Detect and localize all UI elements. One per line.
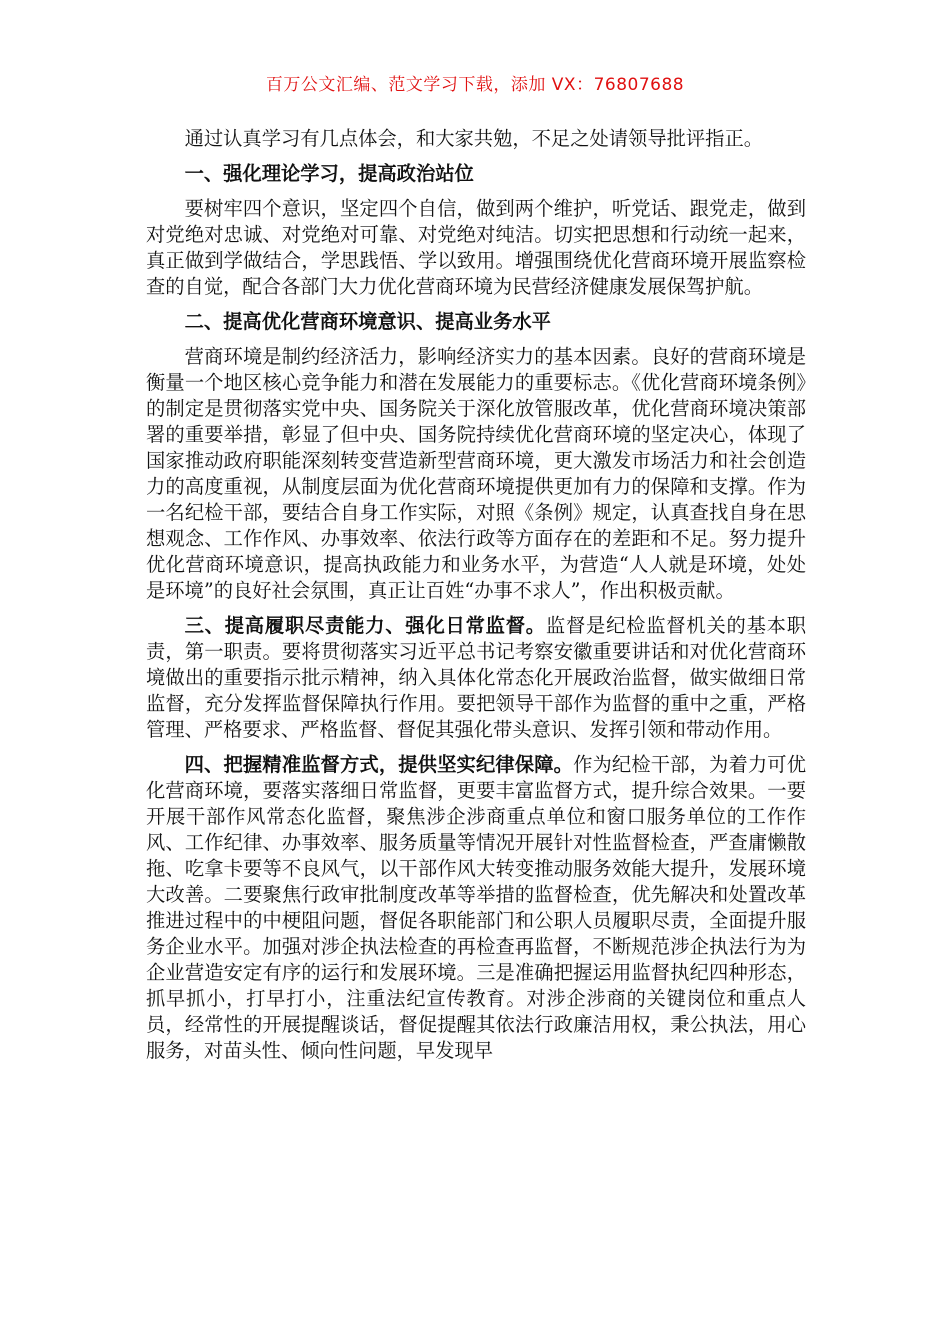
section-paragraph-4 [146, 752, 806, 1064]
section-heading-4: 四、把握精准监督方式，提供坚实纪律保障。 [184, 753, 574, 776]
document-body [146, 126, 806, 1073]
section-heading-2: 二、提高优化营商环境意识、提高业务水平 [184, 310, 551, 333]
section-paragraph-4-body: 作为纪检干部，为着力可优化营商环境，要落实落细日常监督，更要丰富监督方式，提升综合效果。一要开展干部作风常态化监督，聚焦涉企涉商重点单位和窗口服务单位的工作作风、工作纪律、办事效率、服务质量等情况开展针对性监督检查，严查庸懒散拖、吃拿卡要等不良风气，以干部作风大转变推动服务效能大提升，发展环境大改善。二要聚焦行政审批制度改革等举措的监督检查，优先解决和处置改革推进过程中的中梗阻问题，督促各职能部门和公职人员履职尽责，全面提升服务企业水平。加强对涉企执法检查的再检查再监督，不断规范涉企执法行为为企业营造安定有序的运行和发展环境。三是准确把握运用监督执纪四种形态，抓早抓小，打早打小，注重法纪宣传教育。对涉企涉商的关键岗位和重点人员，经常性的开展提醒谈话，督促提醒其依法行政廉洁用权，秉公执法，用心服务，对苗头性、倾向性问题，早发现早 [146, 753, 806, 1062]
intro-paragraph: 通过认真学习有几点体会，和大家共勉，不足之处请领导批评指正。 [184, 127, 764, 150]
section-paragraph-3 [146, 613, 806, 743]
page-header-watermark: 百万公文汇编、范文学习下载，添加 VX：76807688 [265, 75, 685, 95]
section-paragraph-2: 营商环境是制约经济活力，影响经济实力的基本因素。良好的营商环境是衡量一个地区核心竞争能力和潜在发展能力的重要标志。《优化营商环境条例》的制定是贯彻落实党中央、国务院关于深化放管服改革，优化营商环境决策部署的重要举措，彰显了但中央、国务院持续优化营商环境的坚定决心，体现了国家推动政府职能深刻转变营造新型营商环境，更大激发市场活力和社会创造力的高度重视，从制度层面为优化营商环境提供更加有力的保障和支撑。作为一名纪检干部，要结合自身工作实际，对照《条例》规定，认真查找自身在思想观念、工作作风、办事效率、依法行政等方面存在的差距和不足。努力提升优化营商环境意识，提高执政能力和业务水平，为营造“人人就是环境，处处是环境”的良好社会氛围，真正让百姓“办事不求人”，作出积极贡献。 [146, 345, 806, 602]
section-heading-3: 三、提高履职尽责能力、强化日常监督。 [184, 614, 546, 637]
section-heading-1: 一、强化理论学习，提高政治站位 [184, 162, 474, 185]
section-paragraph-1: 要树牢四个意识，坚定四个自信，做到两个维护，听党话、跟党走，做到对党绝对忠诚、对党绝对可靠、对党绝对纯洁。切实把思想和行动统一起来，真正做到学做结合，学思践悟、学以致用。增强围绕优化营商环境开展监察检查的自觉，配合各部门大力优化营商环境为民营经济健康发展保驾护航。 [146, 197, 806, 298]
section-paragraph-3-body: 监督是纪检监督机关的基本职责，第一职责。要将贯彻落实习近平总书记考察安徽重要讲话和对优化营商环境做出的重要指示批示精神，纳入具体化常态化开展政治监督，做实做细日常监督，充分发挥监督保障执行作用。要把领导干部作为监督的重中之重，严格管理、严格要求、严格监督、督促其强化带头意识、发挥引领和带动作用。 [146, 614, 807, 741]
